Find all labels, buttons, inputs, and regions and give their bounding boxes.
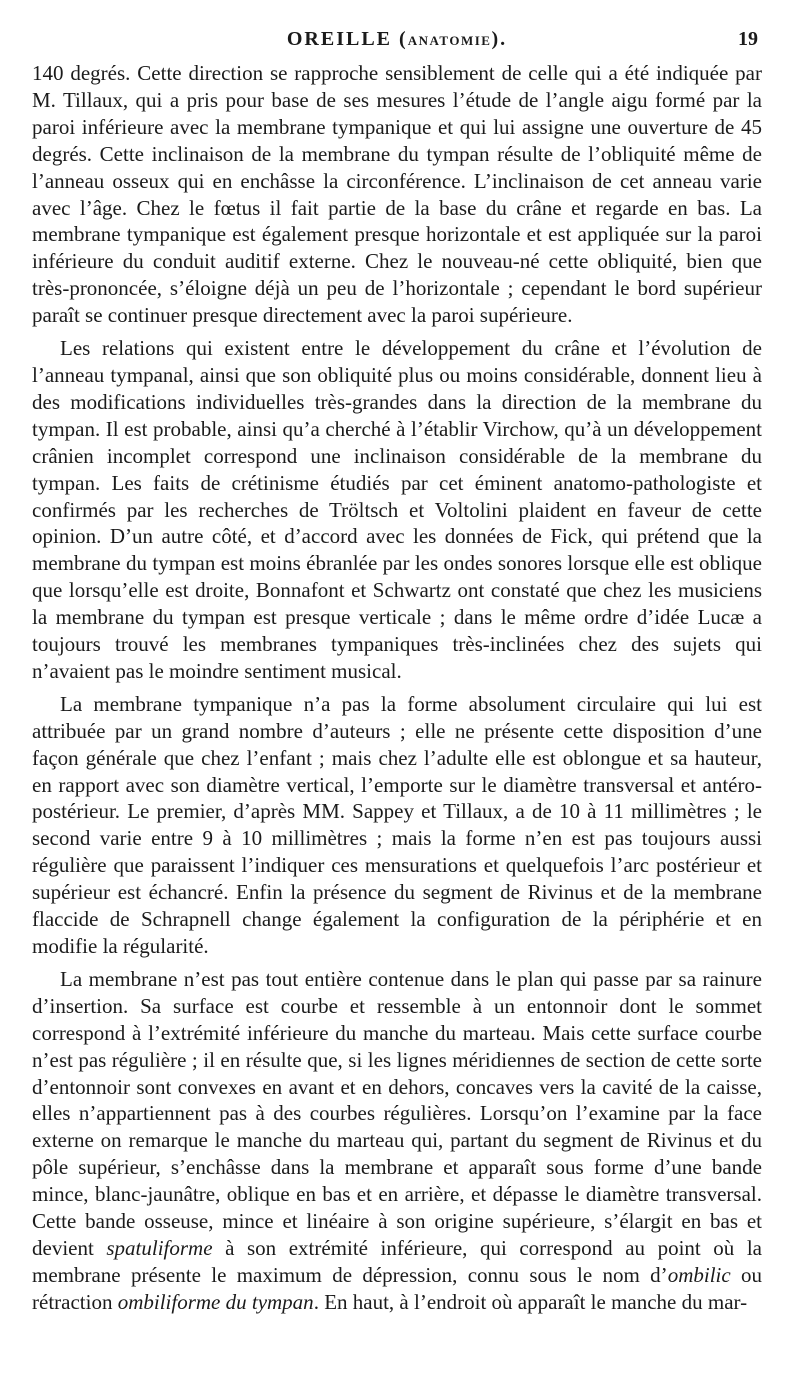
- running-title-open: (: [392, 28, 408, 50]
- paragraph-text: La membrane n’est pas tout entière contenue dans le plan qui passe par sa rainure d’insertion. Sa surface est courbe et ressemble à un entonnoir dont le sommet correspond à l’extrémité inférieure du manche du marteau. Mais cette surface courbe n’est pas régulière ; il en résulte que, si les lignes méridiennes de section de cette sorte d’entonnoir sont convexes en avant et en dehors, concaves vers la cavité de la caisse, elles n’appartiennent pas à des courbes régulières. Lorsqu’on l’examine par la face externe on remarque le manche du marteau qui, partant du segment de Rivinus et du pôle supérieur, s’enchâsse dans la membrane et apparaît sous forme d’une bande mince, blanc-jaunâtre, oblique en bas et en arrière, et dépasse le diamètre transversal. Cette bande osseuse, mince et linéaire à son origine supérieure, s’élargit en bas et devient: [32, 966, 762, 1260]
- running-title-main: OREILLE: [286, 28, 393, 50]
- italic-term: ombiliforme du tympan: [117, 1289, 314, 1314]
- paragraph: 140 degrés. Cette direction se rapproche sensiblement de celle qui a été indiquée par M. Tillaux, qui a pris pour base de ses mesures l’étude de l’angle aigu formé par la paroi inférieure avec la membrane tympanique et qui lui assigne une ouverture de 45 degrés. Cette inclinaison de la membrane du tympan résulte de l’obliquité même de l’anneau osseux qui en enchâsse la circonférence. L’inclinaison de cet anneau varie avec l’âge. Chez le fœtus il fait partie de la base du crâne et regarde en bas. La membrane tympanique est également presque horizontale et est appliquée sur la paroi inférieure du conduit auditif externe. Chez le nouveau-né cette obliquité, bien que très-prononcée, s’éloigne déjà un peu de l’horizontale ; cependant le bord supérieur paraît se continuer presque directement avec la paroi supérieure.: [32, 61, 762, 328]
- paragraph-text: à son extrémité inférieure, qui correspond au point où la membrane présente le maximum de dépression, connu sous le nom d’: [32, 1235, 762, 1287]
- paragraph-text: . En haut, à l’endroit où apparaît le manche du mar-: [313, 1289, 748, 1314]
- page-number: 19: [738, 28, 758, 50]
- running-title-sub: ANATOMIE: [407, 33, 492, 48]
- paragraph: Les relations qui existent entre le développement du crâne et l’évolution de l’anneau tympanal, ainsi que son obliquité plus ou moins considérable, donnent lieu à des modifications individuelles très-grandes dans la direction de la membrane du tympan. Il est probable, ainsi qu’a cherché à l’établir Virchow, qu’à un développement crânien incomplet correspond une inclinaison considérable de la membrane du tympan. Les faits de crétinisme étudiés par cet éminent anatomo-pathologiste et confirmés par les recherches de Tröltsch et Voltolini plaident en faveur de cette opinion. D’un autre côté, et d’accord avec les données de Fick, qui prétend que la membrane du tympan est moins ébranlée par les ondes sonores lorsque elle est oblique que lorsqu’elle est droite, Bonnafont et Schwartz ont constaté que chez les musiciens la membrane du tympan est presque verticale ; dans le même ordre d’idée Lucæ a toujours trouvé les membranes tympaniques très-inclinées chez des sujets qui n’avaient pas le moindre sentiment musical.: [32, 336, 762, 683]
- body-text: [32, 60, 762, 1316]
- italic-term: spatuliforme: [106, 1235, 213, 1260]
- paragraph: [32, 966, 762, 1316]
- italic-term: ombilic: [667, 1262, 731, 1287]
- paragraph-text: ou rétraction: [32, 1262, 763, 1314]
- running-title: [32, 28, 762, 51]
- running-title-close: ).: [491, 28, 508, 50]
- paragraph: La membrane tympanique n’a pas la forme absolument circulaire qui lui est attribuée par un grand nombre d’auteurs ; elle ne présente cette disposition d’une façon générale que chez l’enfant ; mais chez l’adulte elle est oblongue et sa hauteur, en rapport avec son diamètre vertical, l’emporte sur le diamètre transversal et antéro-postérieur. Le premier, d’après MM. Sappey et Tillaux, a de 10 à 11 millimètres ; le second varie entre 9 à 10 millimètres ; mais la forme n’en est pas toujours aussi régulière que paraissent l’indiquer ces mensurations et quelquefois l’arc postérieur et supérieur est échancré. Enfin la présence du segment de Rivinus et de la membrane flaccide de Schrapnell change également la configuration de la périphérie et en modifie la régularité.: [32, 691, 762, 958]
- running-head: [32, 0, 762, 60]
